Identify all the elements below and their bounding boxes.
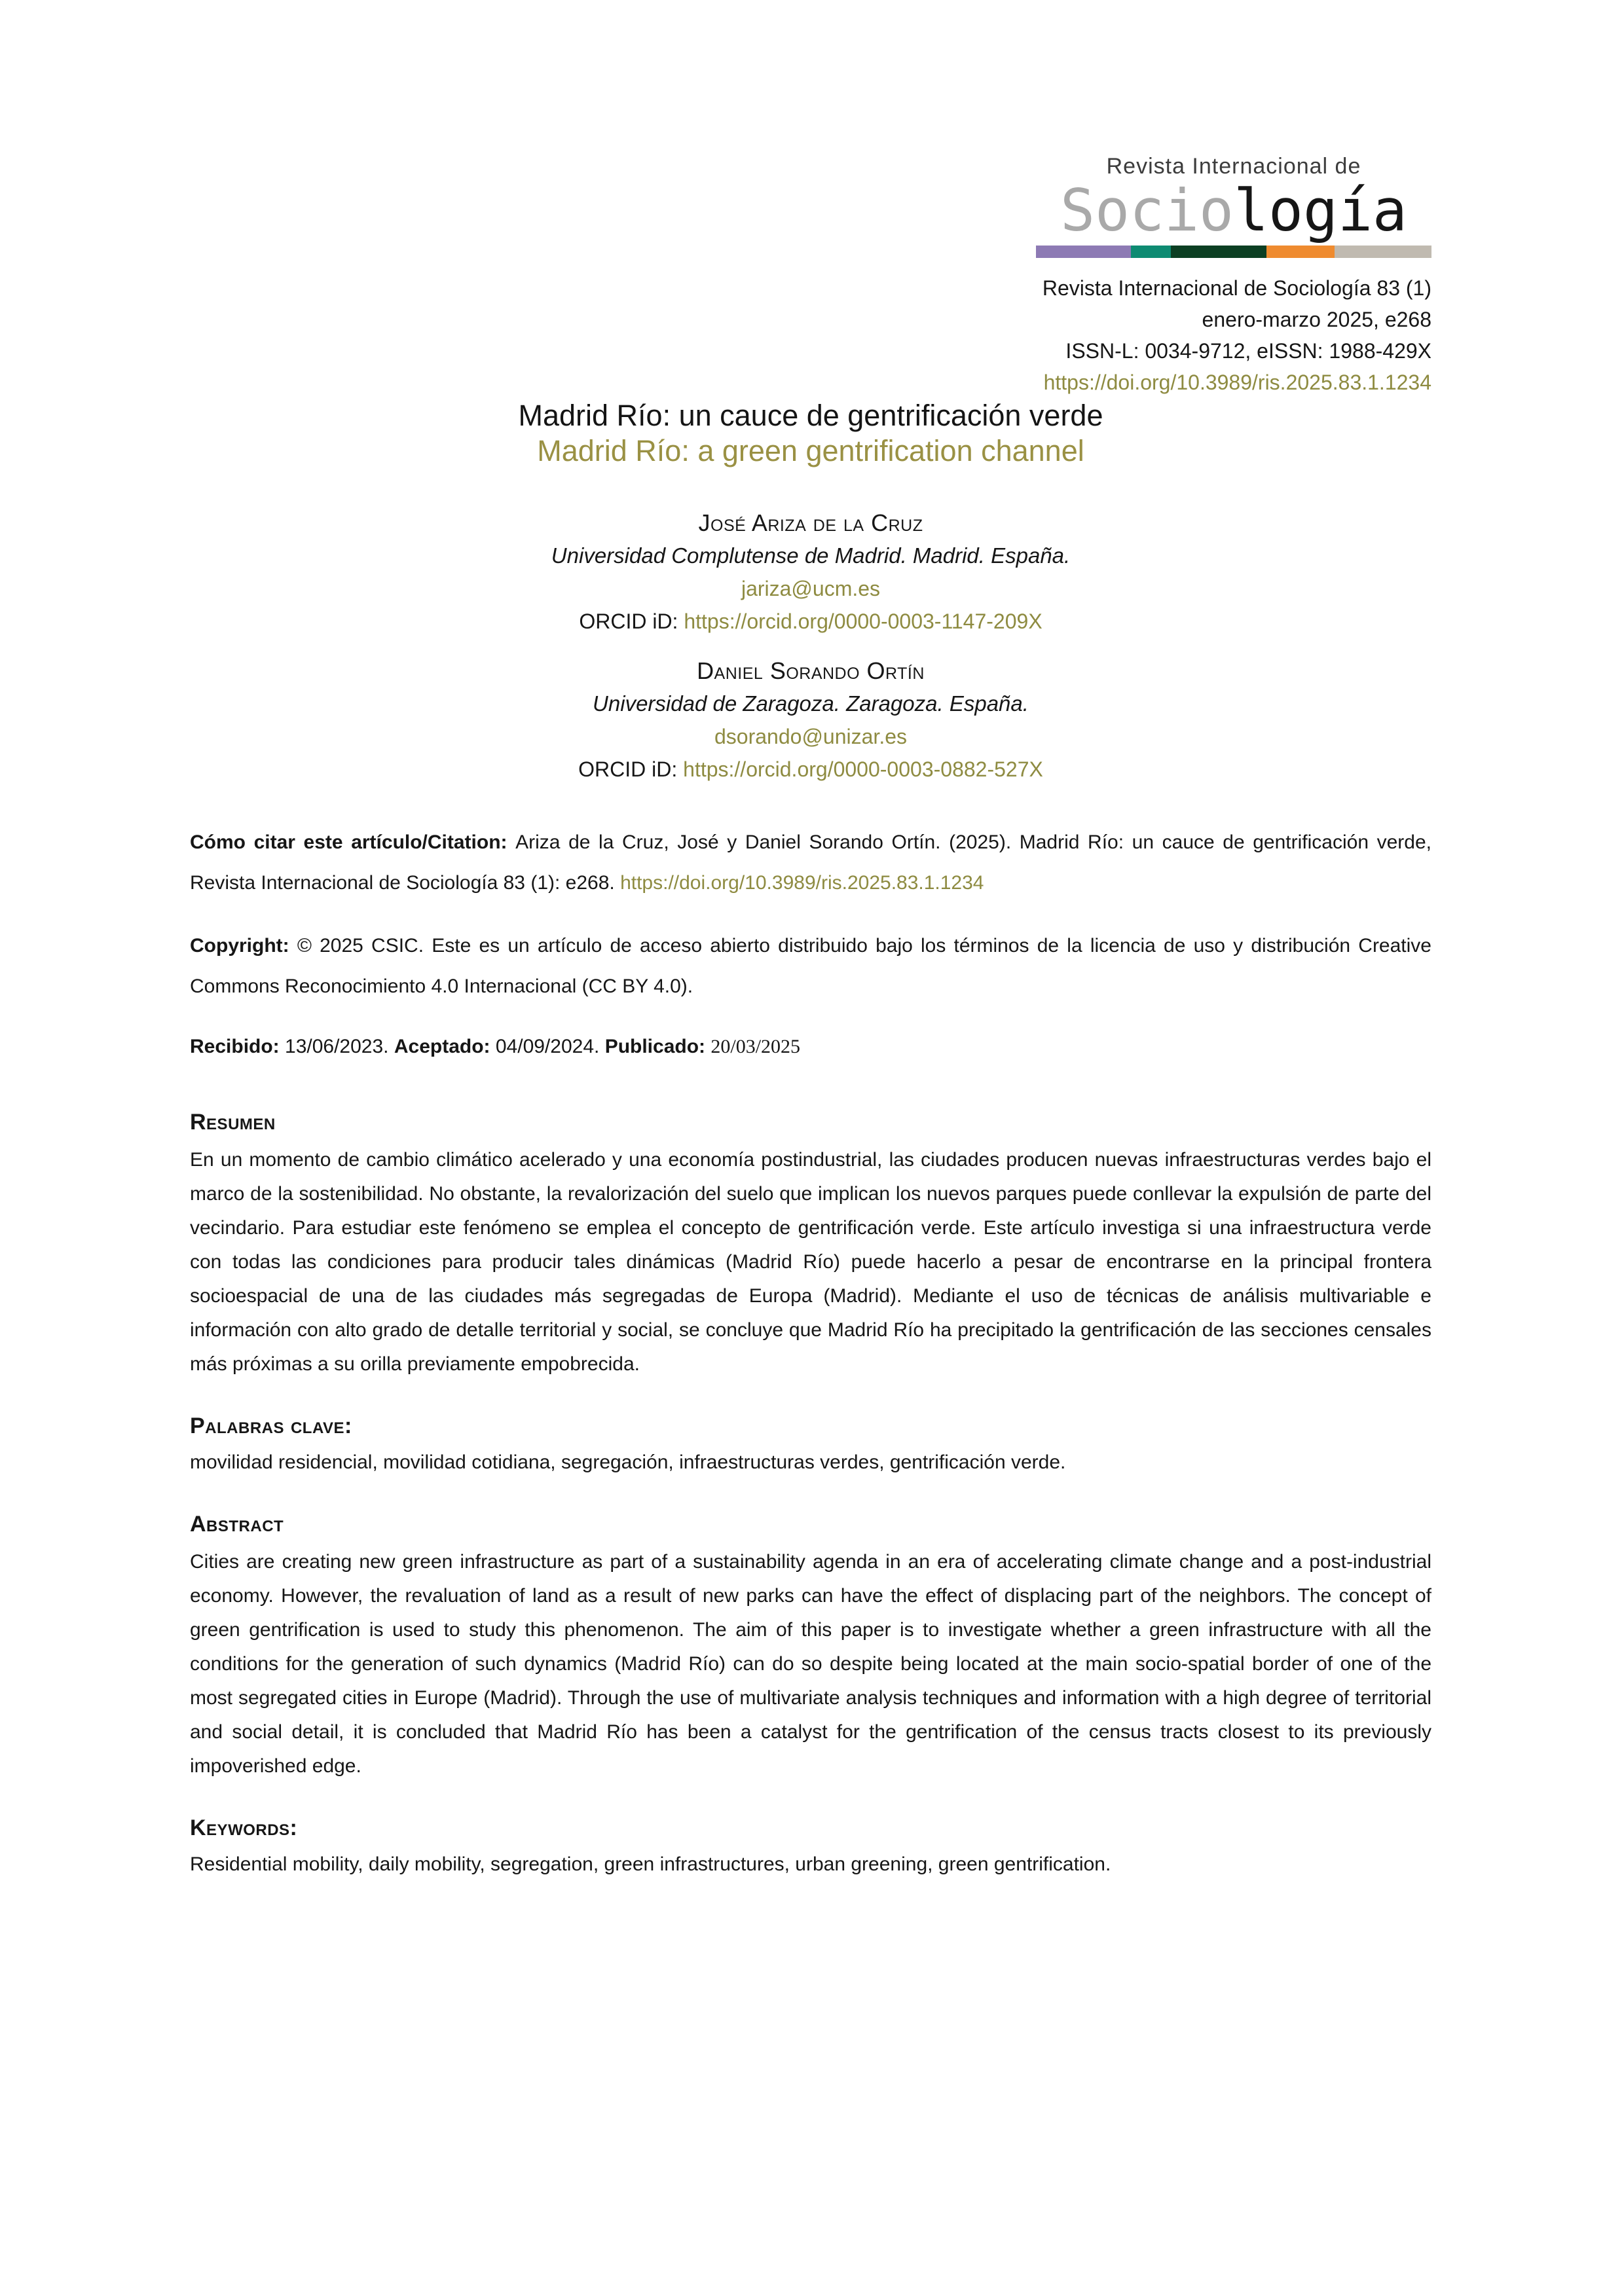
citation-doi-link[interactable]: https://doi.org/10.3989/ris.2025.83.1.1234 bbox=[620, 872, 984, 894]
journal-date-line: enero-marzo 2025, e268 bbox=[1202, 308, 1431, 332]
author-affiliation: Universidad de Zaragoza. Zaragoza. España. bbox=[593, 691, 1029, 716]
journal-issn-line: ISSN-L: 0034-9712, eISSN: 1988-429X bbox=[1065, 339, 1431, 363]
journal-issue-line: Revista Internacional de Sociología 83 (1) bbox=[1042, 276, 1431, 301]
color-bar-segment-teal bbox=[1131, 246, 1171, 258]
author-entry bbox=[190, 507, 1431, 638]
article-title-english: Madrid Río: a green gentrification channel bbox=[537, 434, 1084, 468]
journal-color-bar bbox=[1036, 246, 1431, 258]
aceptado-label: Aceptado: bbox=[394, 1036, 496, 1058]
author-email-link[interactable]: jariza@ucm.es bbox=[741, 577, 881, 601]
color-bar-segment-darkgreen bbox=[1171, 246, 1266, 258]
copyright-text: © 2025 CSIC. Este es un artículo de acceso abierto distribuido bajo los términos de la licencia de uso y distribución Creative Commons Reconocimiento 4.0 Internacional (CC BY 4.0). bbox=[190, 935, 1431, 998]
author-orcid-link[interactable]: https://orcid.org/0000-0003-1147-209X bbox=[684, 610, 1043, 634]
author-entry bbox=[190, 655, 1431, 786]
keywords-section bbox=[190, 1813, 1431, 1882]
color-bar-segment-orange bbox=[1266, 246, 1335, 258]
color-bar-segment-gray bbox=[1335, 246, 1431, 258]
recibido-label: Recibido: bbox=[190, 1036, 286, 1058]
orcid-label: ORCID iD: bbox=[578, 757, 684, 782]
journal-logo-topline: Revista Internacional de bbox=[1106, 154, 1361, 179]
wordmark-socio: Socio bbox=[1060, 177, 1234, 245]
journal-masthead bbox=[1036, 154, 1431, 398]
publicado-value: 20/03/2025 bbox=[710, 1036, 801, 1058]
resumen-text: En un momento de cambio climático acelerado y una economía postindustrial, las ciudades producen nuevas infraestructuras verdes bajo el marco de la sostenibilidad. No obstante, la revalorización del suelo que implican los nuevos parques puede conllevar la expulsión de parte del vecindario. Para estudiar este fenómeno se emplea el concepto de gentrificación verde. Este artículo investiga si una infraestructura verde con todas las condiciones para producir tales dinámicas (Madrid Río) puede hacerlo a pesar de encontrarse en la principal frontera socioespacial de una de las ciudades más segregadas de Europa (Madrid). Mediante el uso de técnicas de análisis multivariable e información con alto grado de detalle territorial y social, se concluye que Madrid Río ha precipitado la gentrificación de las secciones censales más próximas a su orilla previamente empobrecida. bbox=[190, 1149, 1431, 1376]
color-bar-segment-purple bbox=[1036, 246, 1131, 258]
journal-issue-info bbox=[1036, 272, 1431, 398]
recibido-value: 13/06/2023. bbox=[285, 1036, 394, 1058]
orcid-label: ORCID iD: bbox=[579, 610, 684, 634]
palabras-clave-heading: Palabras clave: bbox=[190, 1413, 352, 1439]
copyright-paragraph bbox=[190, 926, 1431, 1007]
abstract-heading: Abstract bbox=[190, 1512, 284, 1537]
author-email-link[interactable]: dsorando@unizar.es bbox=[714, 725, 907, 749]
authors-block bbox=[190, 507, 1431, 786]
abstract-text: Cities are creating new green infrastructure as part of a sustainability agenda in an era of accelerating climate change and a post-industrial economy. However, the revaluation of land as a result of new parks can have the effect of displacing part of the neighbors. The concept of green gentrification is used to study this phenomenon. The aim of this paper is to investigate whether a green infrastructure with all the conditions for the generation of such dynamics (Madrid Río) can do so despite being located at the main socio-spatial border of one of the most segregated cities in Europe (Madrid). Through the use of multivariate analysis techniques and information with a high degree of territorial and social detail, it is concluded that Madrid Río has been a catalyst for the gentrification of the census tracts closest to its previously impoverished edge. bbox=[190, 1551, 1431, 1777]
keywords-text: Residential mobility, daily mobility, segregation, green infrastructures, urban greening, green gentrification. bbox=[190, 1853, 1111, 1876]
citation-text: Ariza de la Cruz, José y Daniel Sorando Ortín. (2025). Madrid Río: un cauce de gentrificación verde, Revista Internacional de Sociología 83 (1): e268. bbox=[190, 831, 1431, 894]
abstract-section bbox=[190, 1510, 1431, 1783]
author-name: Daniel Sorando Ortín bbox=[697, 657, 925, 685]
article-title-spanish: Madrid Río: un cauce de gentrificación verde bbox=[518, 399, 1103, 433]
resumen-heading: Resumen bbox=[190, 1110, 276, 1135]
author-affiliation: Universidad Complutense de Madrid. Madrid. España. bbox=[551, 543, 1071, 568]
palabras-clave-section bbox=[190, 1412, 1431, 1480]
dates-line bbox=[190, 1027, 1431, 1067]
keywords-heading: Keywords: bbox=[190, 1815, 298, 1841]
palabras-clave-text: movilidad residencial, movilidad cotidiana, segregación, infraestructuras verdes, gentrificación verde. bbox=[190, 1451, 1066, 1474]
copyright-label: Copyright: bbox=[190, 935, 297, 957]
author-name: José Ariza de la Cruz bbox=[698, 509, 923, 537]
citation-paragraph bbox=[190, 822, 1431, 903]
publicado-label: Publicado: bbox=[604, 1036, 711, 1058]
aceptado-value: 04/09/2024. bbox=[495, 1036, 605, 1058]
journal-wordmark bbox=[1036, 177, 1431, 245]
header-doi-link[interactable]: https://doi.org/10.3989/ris.2025.83.1.1234 bbox=[1043, 371, 1431, 395]
resumen-section bbox=[190, 1108, 1431, 1381]
wordmark-logia: logía bbox=[1234, 177, 1407, 245]
author-orcid-link[interactable]: https://orcid.org/0000-0003-0882-527X bbox=[683, 757, 1043, 782]
citation-label: Cómo citar este artículo/Citation: bbox=[190, 831, 516, 854]
